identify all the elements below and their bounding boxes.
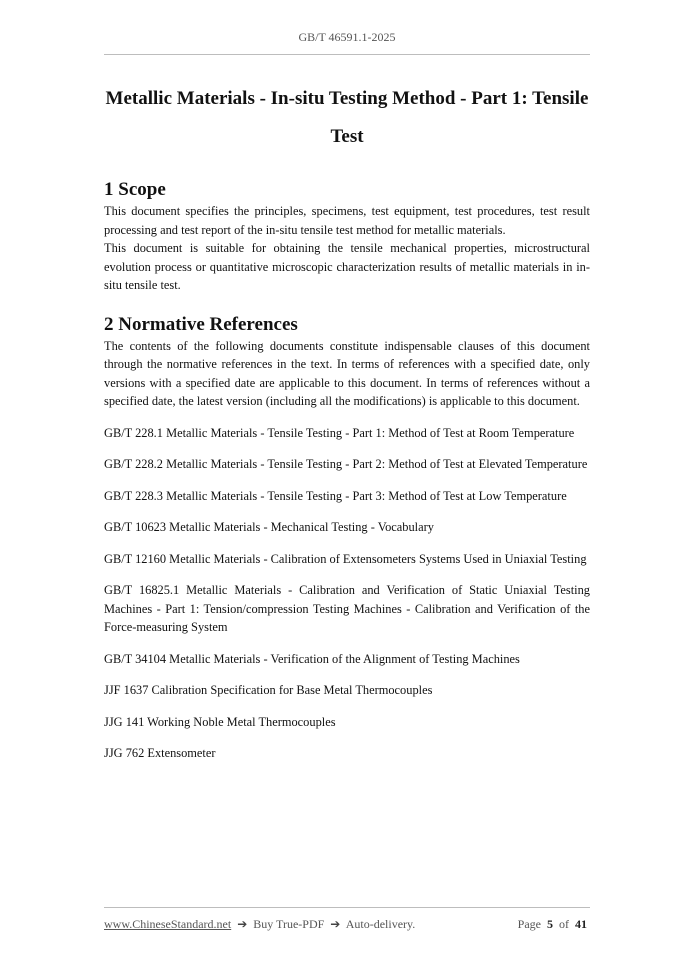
- references-intro-paragraph: The contents of the following documents constitute indispensable clauses of this document through the normative references in the text. In terms of references with a specified date, only versions with a specified date are applicable to this document. In terms of references without a specified date, the latest version (including all the modifications) is applicable to this document.: [104, 338, 590, 408]
- total-pages: 41: [575, 917, 587, 931]
- reference-item: JJG 141 Working Noble Metal Thermocouples: [104, 714, 336, 729]
- section-heading-normative-references: 2 Normative References: [104, 313, 298, 335]
- current-page: 5: [547, 917, 553, 931]
- reference-item: GB/T 228.3 Metallic Materials - Tensile Testing - Part 3: Method of Test at Low Temperature: [104, 488, 567, 503]
- header-divider: [104, 54, 590, 55]
- scope-paragraph: This document is suitable for obtaining the tensile mechanical properties, microstructural evolution process or quantitative microscopic characterization results of metallic materials in in-situ tensile test.: [104, 241, 590, 292]
- page-number: [518, 917, 590, 932]
- site-link[interactable]: www.ChineseStandard.net: [104, 917, 232, 931]
- document-title-line-2: Test: [330, 126, 364, 147]
- arrow-right-icon: ➔: [330, 917, 341, 931]
- reference-item: GB/T 16825.1 Metallic Materials - Calibration and Verification of Static Uniaxial Testing Machines - Part 1: Tension/compression Testing Machines - Calibration and Verification of the Force-measuring System: [104, 583, 590, 634]
- auto-delivery-text: Auto-delivery.: [345, 917, 416, 931]
- running-header: GB/T 46591.1-2025: [298, 30, 396, 44]
- reference-item: GB/T 12160 Metallic Materials - Calibration of Extensometers Systems Used in Uniaxial Testing: [104, 551, 587, 566]
- section-heading-scope: 1 Scope: [104, 179, 166, 200]
- reference-item: GB/T 228.1 Metallic Materials - Tensile Testing - Part 1: Method of Test at Room Temperature: [104, 425, 575, 440]
- buy-true-pdf-text: Buy True-PDF: [253, 917, 325, 931]
- reference-item: GB/T 228.2 Metallic Materials - Tensile Testing - Part 2: Method of Test at Elevated Temperature: [104, 457, 588, 471]
- reference-item: JJF 1637 Calibration Specification for Base Metal Thermocouples: [104, 683, 433, 697]
- document-title: [90, 80, 604, 156]
- arrow-right-icon: ➔: [237, 917, 248, 931]
- footer-promo: [104, 917, 415, 932]
- reference-item: JJG 762 Extensometer: [104, 746, 216, 760]
- page-content: [104, 80, 590, 763]
- scope-paragraph: This document specifies the principles, specimens, test equipment, test procedures, test result processing and test report of the in-situ tensile test method for metallic materials.: [104, 204, 590, 237]
- reference-item: GB/T 34104 Metallic Materials - Verification of the Alignment of Testing Machines: [104, 651, 520, 666]
- footer-divider: [104, 907, 590, 908]
- page-label: Page: [517, 917, 541, 931]
- page-footer: [104, 917, 590, 935]
- reference-list: [104, 424, 590, 763]
- reference-item: GB/T 10623 Metallic Materials - Mechanical Testing - Vocabulary: [104, 520, 434, 534]
- page-of-label: of: [559, 917, 569, 931]
- document-title-line-1: Metallic Materials - In-situ Testing Method - Part 1: Tensile: [105, 88, 589, 109]
